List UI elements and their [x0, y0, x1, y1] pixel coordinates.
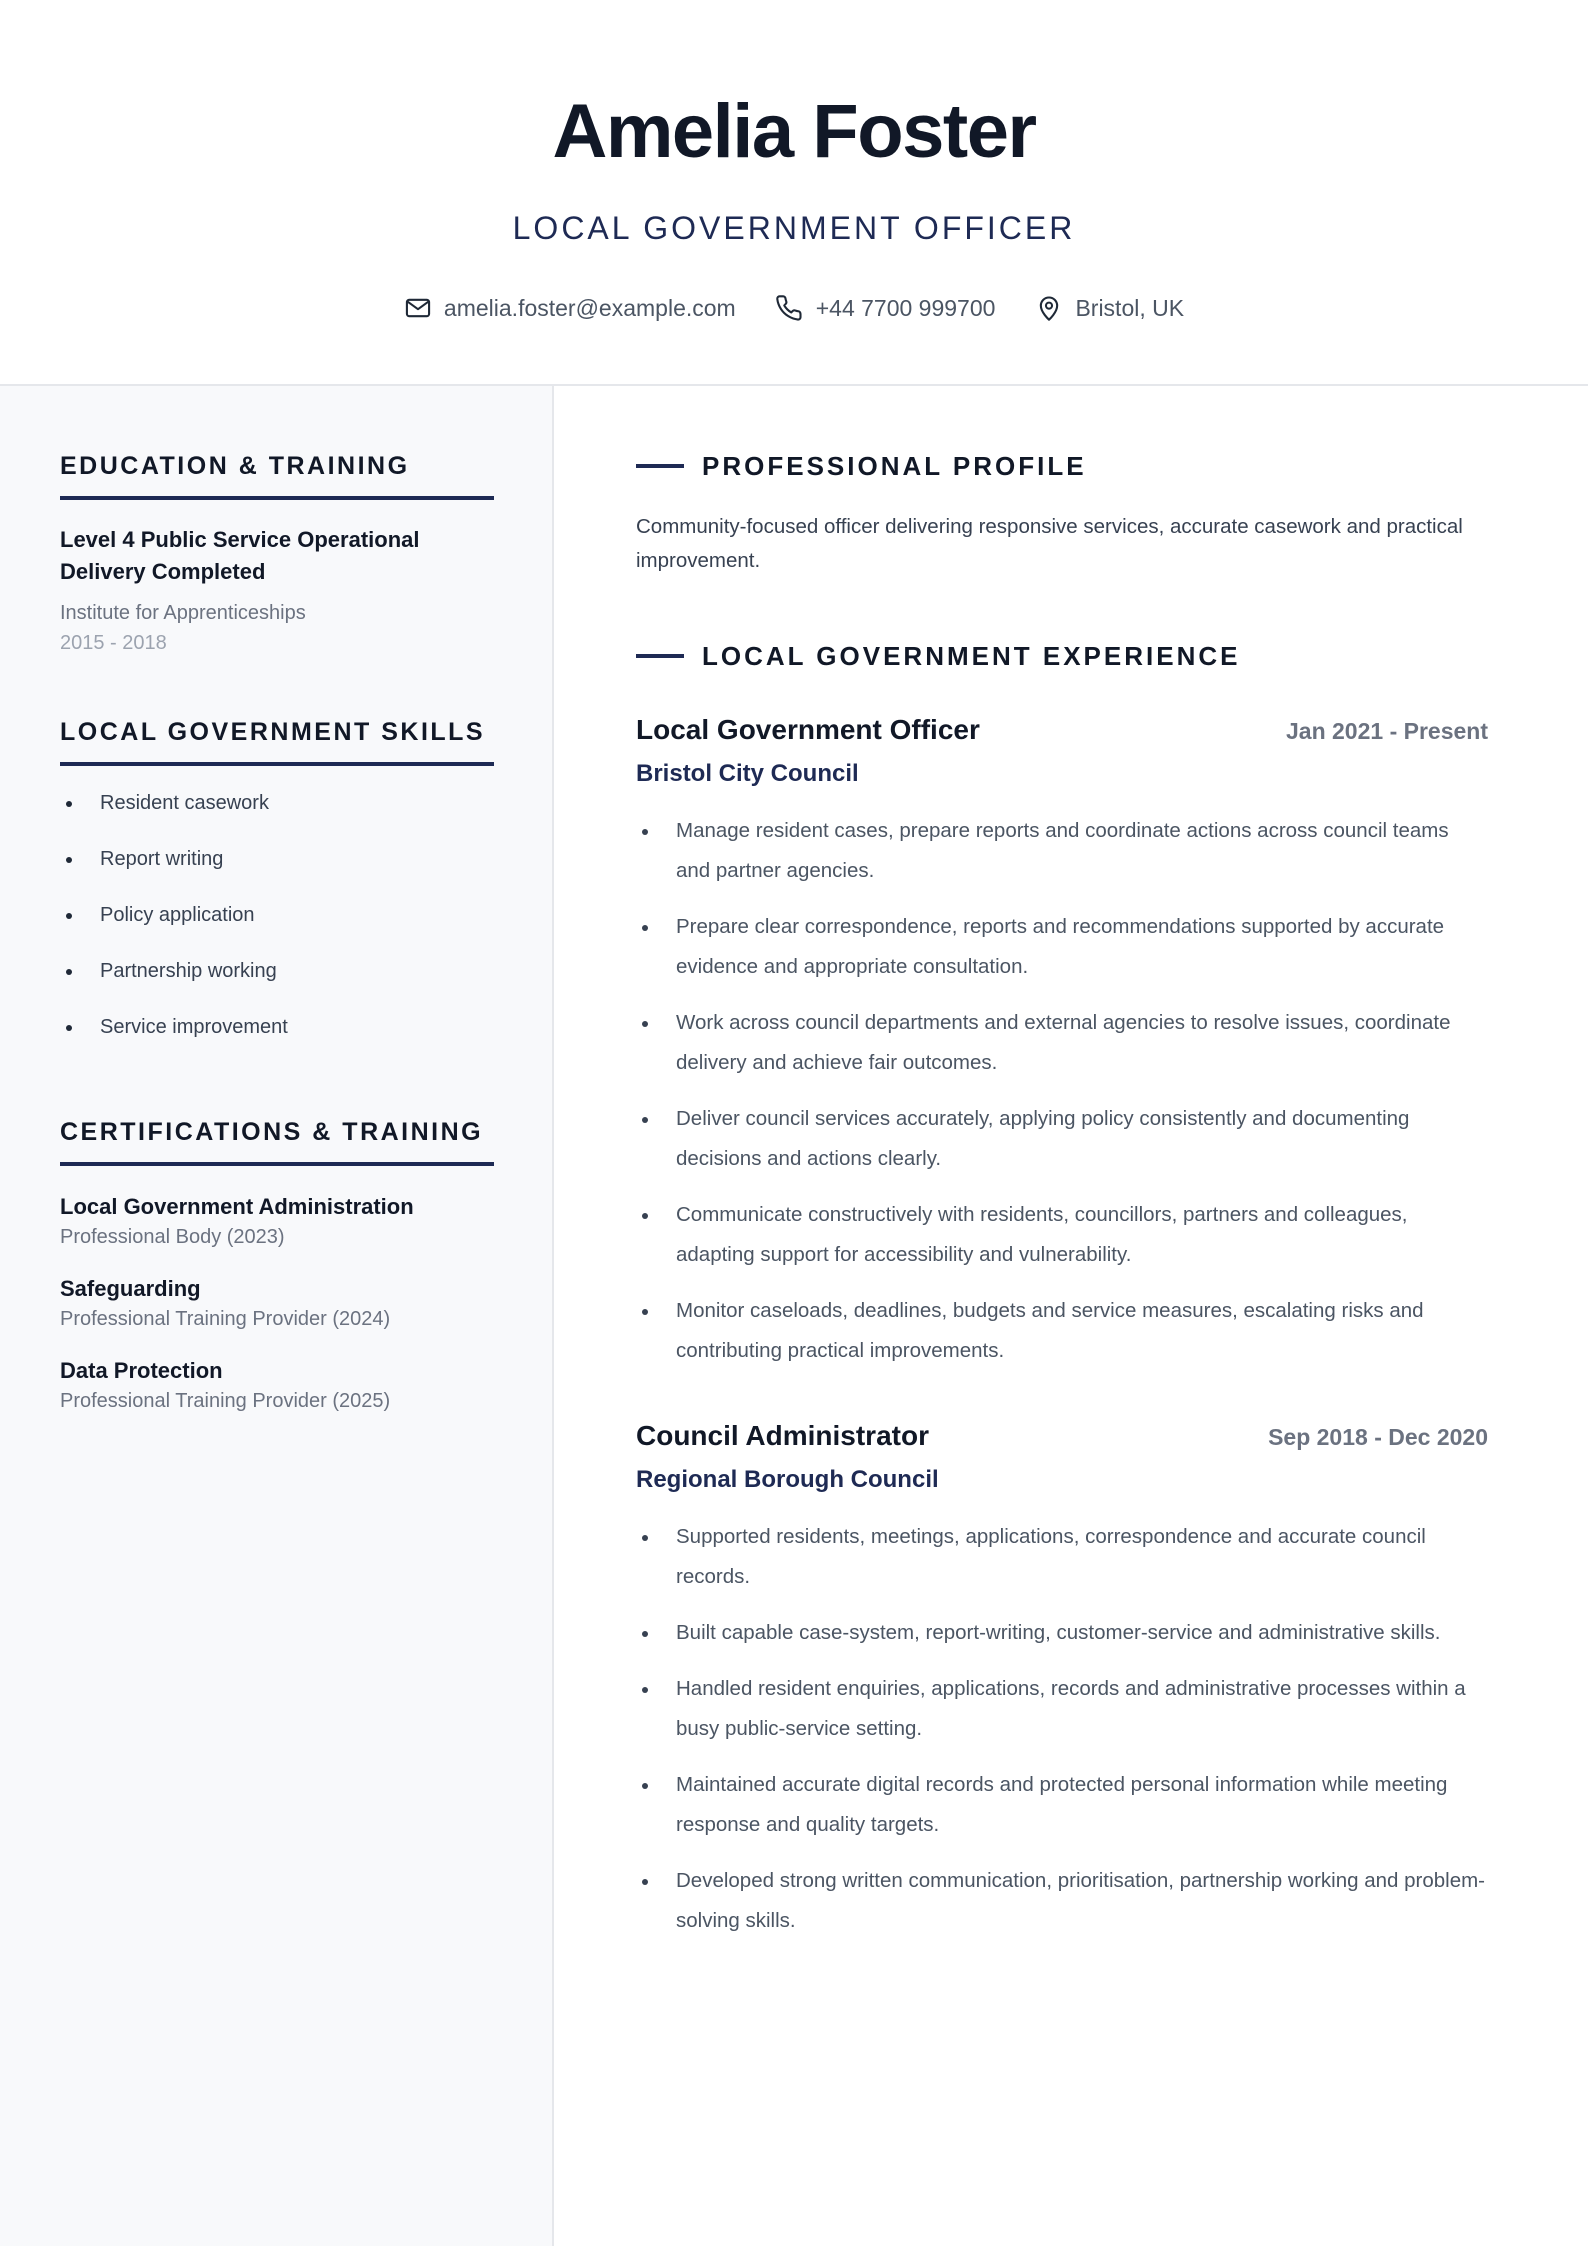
skill-item: Service improvement — [60, 1012, 494, 1042]
job-entry — [636, 1416, 1488, 1957]
job-bullet: Maintained accurate digital records and protected personal information while meeting response and quality targets. — [636, 1765, 1488, 1845]
job-bullet: Supported residents, meetings, applications, correspondence and accurate council records. — [636, 1517, 1488, 1597]
sidebar — [0, 386, 554, 2246]
contact-location-text: Bristol, UK — [1075, 295, 1185, 321]
mail-icon — [404, 294, 432, 322]
job-header — [636, 1416, 1488, 1457]
certifications-heading: CERTIFICATIONS & TRAINING — [60, 1114, 494, 1166]
skills-heading: LOCAL GOVERNMENT SKILLS — [60, 714, 494, 766]
skills-section — [60, 714, 494, 1068]
phone-icon — [776, 294, 804, 322]
heading-accent-bar — [636, 654, 684, 658]
contact-phone-text: +44 7700 999700 — [815, 295, 996, 321]
job-bullet: Handled resident enquiries, applications, records and administrative processes within a busy public-service setting. — [636, 1669, 1488, 1749]
education-institution: Institute for Apprenticeships — [60, 602, 306, 624]
education-heading: EDUCATION & TRAINING — [60, 448, 494, 500]
experience-heading — [636, 638, 1240, 674]
job-bullet: Monitor caseloads, deadlines, budgets and service measures, escalating risks and contributing practical improvements. — [636, 1291, 1488, 1371]
profile-summary: Community-focused officer delivering responsive services, accurate casework and practical improvement. — [636, 515, 1463, 572]
job-dates: Sep 2018 - Dec 2020 — [1268, 1424, 1488, 1450]
certification-meta: Professional Training Provider (2025) — [60, 1390, 391, 1412]
contact-location — [1035, 290, 1184, 326]
job-bullet: Communicate constructively with residents, councillors, partners and colleagues, adapting support for accessibility and vulnerability. — [636, 1195, 1488, 1275]
job-bullet: Developed strong written communication, prioritisation, partnership working and problem-solving skills. — [636, 1861, 1488, 1941]
job-bullet: Prepare clear correspondence, reports and recommendations supported by accurate evidence and appropriate consultation. — [636, 907, 1488, 987]
job-entry — [636, 710, 1488, 1387]
skill-item: Report writing — [60, 844, 494, 874]
job-organisation: Regional Borough Council — [636, 1466, 939, 1493]
job-bullet: Manage resident cases, prepare reports and coordinate actions across council teams and partner agencies. — [636, 811, 1488, 891]
certification-name: Safeguarding — [60, 1276, 201, 1301]
job-bullet: Work across council departments and external agencies to resolve issues, coordinate delivery and achieve fair outcomes. — [636, 1003, 1488, 1083]
job-bullet-list — [636, 811, 1488, 1371]
skills-list — [60, 788, 494, 1042]
skill-item: Partnership working — [60, 956, 494, 986]
experience-heading-text: LOCAL GOVERNMENT EXPERIENCE — [702, 641, 1241, 671]
certification-name: Data Protection — [60, 1358, 223, 1383]
job-bullet: Deliver council services accurately, applying policy consistently and documenting decisions and actions clearly. — [636, 1099, 1488, 1179]
contact-row — [0, 290, 1588, 326]
profile-heading-text: PROFESSIONAL PROFILE — [702, 451, 1087, 481]
certification-meta: Professional Body (2023) — [60, 1226, 285, 1248]
certification-name: Local Government Administration — [60, 1194, 414, 1219]
job-header — [636, 710, 1488, 751]
education-years: 2015 - 2018 — [60, 632, 167, 654]
heading-accent-bar — [636, 464, 684, 468]
certification-meta: Professional Training Provider (2024) — [60, 1308, 391, 1330]
skill-item: Policy application — [60, 900, 494, 930]
resume-header — [0, 0, 1588, 386]
contact-phone[interactable] — [776, 290, 996, 326]
contact-email-text: amelia.foster@example.com — [443, 295, 736, 321]
certification-item — [60, 1192, 494, 1252]
job-organisation: Bristol City Council — [636, 760, 859, 787]
job-dates: Jan 2021 - Present — [1285, 718, 1488, 744]
certifications-section — [60, 1114, 494, 1416]
job-bullet-list — [636, 1517, 1488, 1941]
job-role: Council Administrator — [636, 1420, 929, 1451]
job-role: Local Government Officer — [636, 714, 980, 745]
candidate-title: LOCAL GOVERNMENT OFFICER — [512, 210, 1076, 246]
candidate-name: Amelia Foster — [552, 89, 1036, 174]
education-section — [60, 448, 494, 658]
certification-item — [60, 1356, 494, 1416]
education-degree: Level 4 Public Service Operational Delivery Completed — [60, 527, 420, 584]
job-bullet: Built capable case-system, report-writing, customer-service and administrative skills. — [636, 1613, 1488, 1653]
location-pin-icon — [1035, 294, 1063, 322]
certification-item — [60, 1274, 494, 1334]
skill-item: Resident casework — [60, 788, 494, 818]
profile-heading — [636, 448, 1087, 484]
contact-email[interactable] — [404, 290, 736, 326]
